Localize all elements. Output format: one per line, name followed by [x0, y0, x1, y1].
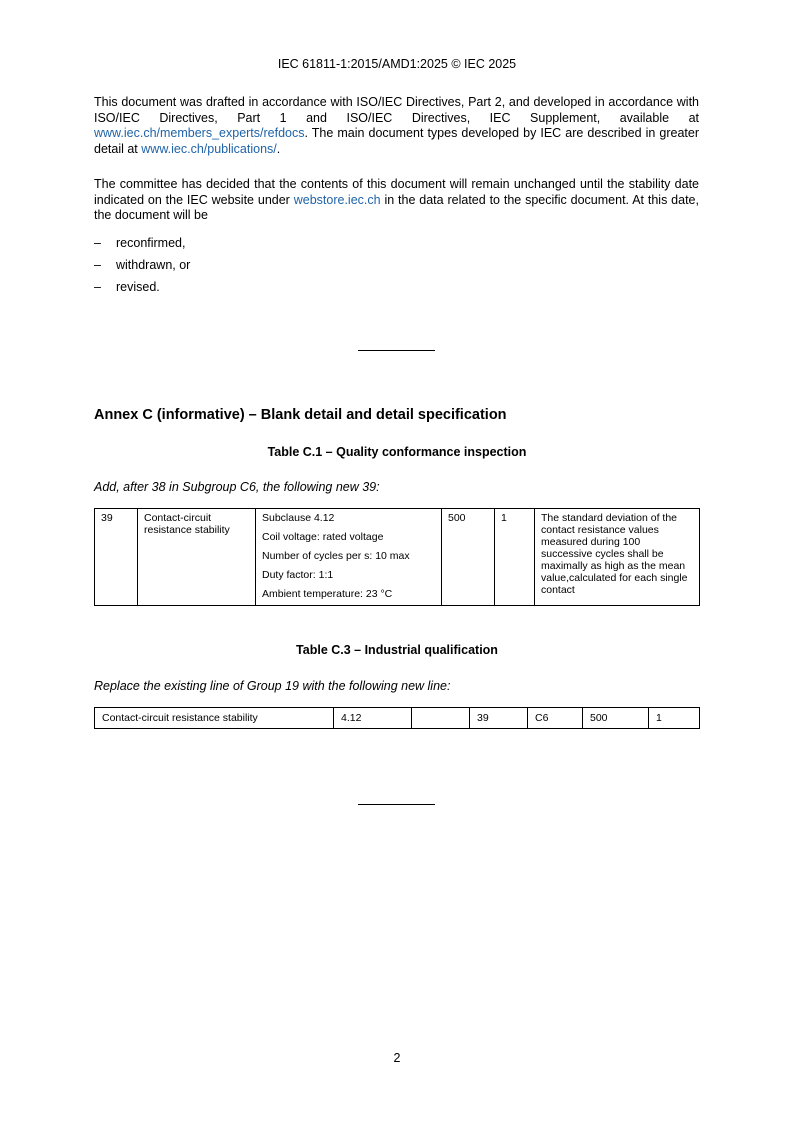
separator-rule — [358, 804, 435, 805]
stability-text-1: The committee has decided that the contents of this document will remain unchanged until the stability date indicated on the IEC website under — [94, 177, 699, 207]
stability-text-2: in the data related to the specific document. At this date, the document will be — [94, 192, 699, 222]
cell-conditions — [256, 509, 442, 606]
list-item-text: withdrawn, or — [116, 258, 191, 272]
table-row — [95, 509, 700, 606]
list-dash: – — [94, 236, 101, 250]
drafting-text-3: . — [276, 141, 281, 156]
cell-sample-size: 500 — [442, 509, 495, 606]
list-item — [94, 258, 190, 272]
table-row — [95, 708, 700, 729]
drafting-text-1: This document was drafted in accordance with ISO/IEC Directives, Part 2, and developed in accordance with ISO/IEC Directives, Part 1 and ISO/IEC Directives, IEC Supplement, available at — [94, 95, 699, 125]
cell-requirement: The standard deviation of the contact resistance values measured during 100 successive cycles shall be maximally as high as the mean value,calculated for each single contact — [535, 509, 700, 606]
cell-sample-size: 500 — [583, 708, 649, 729]
cell-test: Contact-circuit resistance stability — [95, 708, 334, 729]
cell-subclause: 4.12 — [334, 708, 412, 729]
table-c1-caption: Table C.1 – Quality conformance inspection — [267, 445, 527, 459]
condition-line: Subclause 4.12 — [262, 512, 335, 524]
table-c3-caption: Table C.3 – Industrial qualification — [296, 643, 498, 657]
webstore-link[interactable]: webstore.iec.ch — [293, 192, 381, 207]
cell-empty — [412, 708, 470, 729]
list-item-text: revised. — [116, 280, 160, 294]
cell-defects: 1 — [649, 708, 700, 729]
cell-number: 39 — [470, 708, 528, 729]
list-item-text: reconfirmed, — [116, 236, 186, 250]
table-c1 — [94, 508, 700, 606]
publications-link[interactable]: www.iec.ch/publications/ — [141, 141, 277, 156]
cell-subgroup: C6 — [528, 708, 583, 729]
annex-title: Annex C (informative) – Blank detail and detail specification — [94, 407, 507, 423]
refdocs-link[interactable]: www.iec.ch/members_experts/refdocs — [94, 126, 305, 140]
condition-line: Ambient temperature: 23 °C — [262, 588, 393, 600]
page-number: 2 — [393, 1051, 401, 1065]
cell-number: 39 — [95, 509, 138, 606]
list-item — [94, 280, 160, 294]
list-dash: – — [94, 258, 101, 272]
list-item — [94, 236, 185, 250]
list-dash: – — [94, 280, 101, 294]
cell-defects: 1 — [495, 509, 535, 606]
table-c3 — [94, 707, 700, 729]
condition-line: Coil voltage: rated voltage — [262, 531, 384, 543]
condition-line: Number of cycles per s: 10 max — [262, 550, 410, 562]
separator-rule — [358, 350, 435, 351]
table-c1-instruction: Add, after 38 in Subgroup C6, the following new 39: — [94, 480, 380, 494]
cell-test: Contact-circuit resistance stability — [138, 509, 256, 606]
drafting-text-2: . The main document types developed by IEC are described in greater detail at — [94, 126, 699, 156]
table-c3-instruction: Replace the existing line of Group 19 with the following new line: — [94, 679, 451, 693]
condition-line: Duty factor: 1:1 — [262, 569, 334, 581]
running-header: IEC 61811-1:2015/AMD1:2025 © IEC 2025 — [277, 57, 517, 71]
stability-paragraph — [94, 177, 699, 224]
drafting-paragraph — [94, 95, 699, 157]
